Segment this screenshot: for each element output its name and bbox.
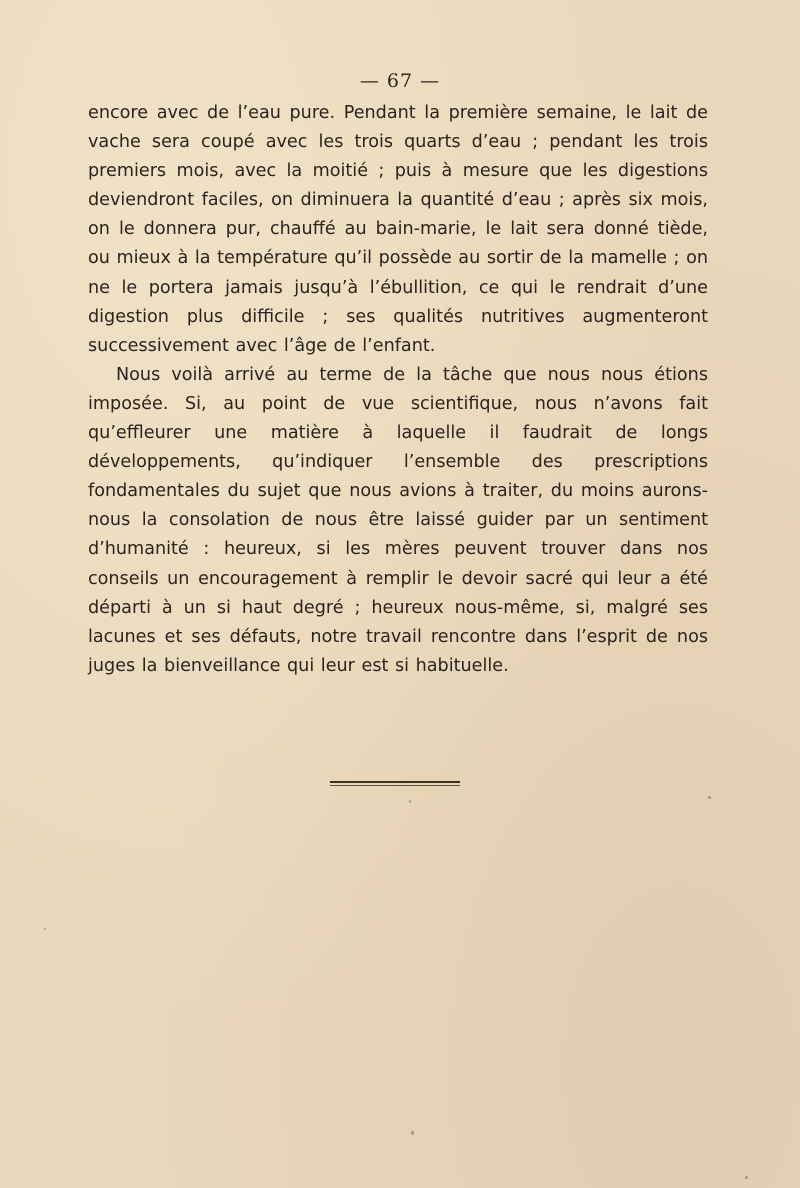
- closing-rule-thin-line: [330, 785, 460, 786]
- paper-speck: [44, 928, 46, 930]
- paper-speck: [745, 1176, 748, 1179]
- closing-rule: [330, 781, 460, 787]
- paper-speck: [411, 1131, 414, 1135]
- body-text: [88, 99, 708, 681]
- paragraph-conclusion: Nous voilà arrivé au terme de la tâche que nous nous étions imposée. Si, au point de vue scientifique, nous n’avons fait qu’effleurer une matière à laquelle il faudrait de longs développements, qu’indiquer l’ensemble des prescriptions fondamentales du sujet que nous avions à traiter, du moins aurons-nous la consolation de nous être laissé guider par un sentiment d’humanité : heureux, si les mères peuvent trouver dans nos conseils un encouragement à remplir le devoir sacré qui leur a été départi à un si haut degré ; heureux nous-même, si, malgré ses lacunes et ses défauts, notre travail rencontre dans l’esprit de nos juges la bienveillance qui leur est si habituelle.: [88, 364, 708, 676]
- paper-speck: [708, 796, 711, 799]
- closing-rule-thick-line: [330, 781, 460, 783]
- page-number: — 67 —: [359, 70, 441, 92]
- paragraph-continuation: encore avec de l’eau pure. Pendant la première semaine, le lait de vache sera coupé avec les trois quarts d’eau ; pendant les trois premiers mois, avec la moitié ; puis à mesure que les digestions deviendront faciles, on diminuera la quantité d’eau ; après six mois, on le donnera pur, chauffé au bain-marie, le lait sera donné tiède, ou mieux à la température qu’il possède au sortir de la mamelle ; on ne le portera jamais jusqu’à l’ébullition, ce qui le rendrait d’une digestion plus difficile ; ses qualités nutritives augmenteront successivement avec l’âge de l’enfant.: [88, 103, 708, 356]
- paper-speck: [409, 800, 411, 803]
